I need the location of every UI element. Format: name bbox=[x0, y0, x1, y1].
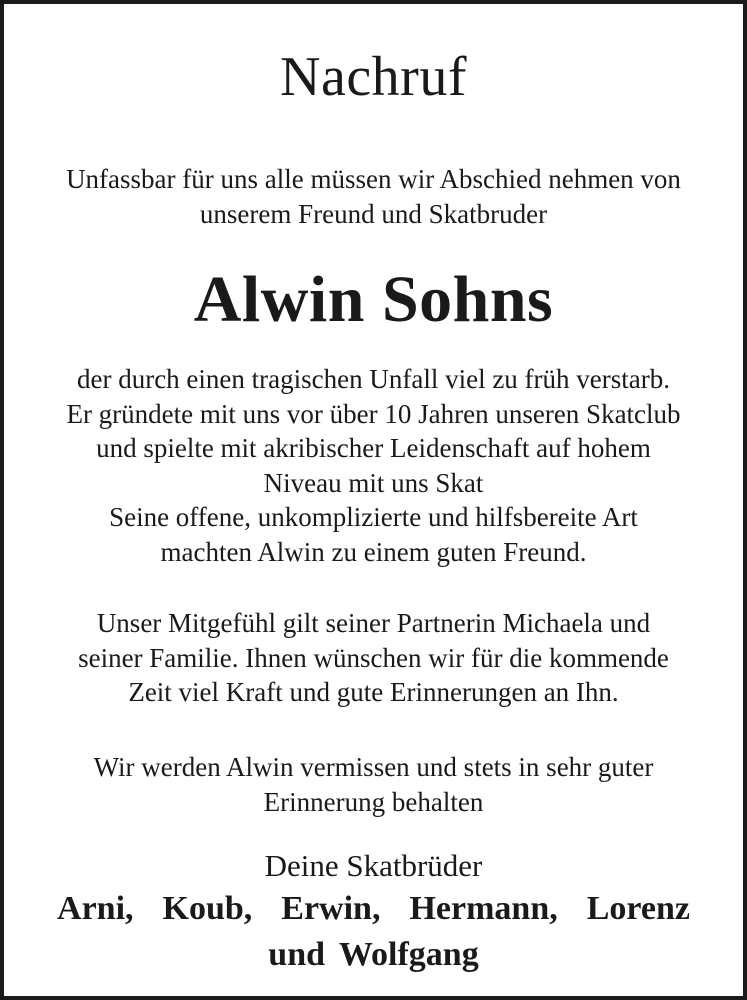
paragraph-line: Unser Mitgefühl gilt seiner Partnerin Michaela und bbox=[96, 608, 651, 638]
intro-line: Unfassbar für uns alle müssen wir Abschied nehmen von bbox=[66, 164, 681, 194]
deceased-name: Alwin Sohns bbox=[193, 263, 554, 336]
paragraph-line: und spielte mit akribischer Leidenschaft auf hohem bbox=[96, 433, 651, 463]
paragraph-line: Niveau mit uns Skat bbox=[263, 467, 484, 498]
paragraph-line: Er gründete mit uns vor über 10 Jahren unseren Skatclub bbox=[66, 398, 681, 429]
paragraph-line: machten Alwin zu einem guten Freund. bbox=[160, 536, 587, 567]
signatories bbox=[4, 886, 743, 978]
paragraph-line: Erinnerung behalten bbox=[263, 786, 484, 817]
paragraph-remembrance bbox=[14, 750, 733, 819]
signatory-line: Arni, Koub, Erwin, Hermann, Lorenz bbox=[57, 890, 690, 927]
intro-line: unserem Freund und Skatbruder bbox=[199, 198, 548, 229]
paragraph-line: Seine offene, unkomplizierte und hilfsbereite Art bbox=[109, 502, 638, 532]
closing-phrase: Deine Skatbrüder bbox=[264, 848, 483, 883]
paragraph-line: seiner Familie. Ihnen wünschen wir für die kommende bbox=[78, 642, 669, 673]
intro-text bbox=[14, 162, 733, 231]
paragraph-line: der durch einen tragischen Unfall viel zu früh verstarb. bbox=[76, 364, 670, 394]
paragraph-line: Wir werden Alwin vermissen und stets in sehr guter bbox=[93, 752, 654, 782]
notice-title: Nachruf bbox=[280, 46, 467, 108]
signatory-line: und Wolfgang bbox=[268, 936, 479, 973]
paragraph-condolence bbox=[14, 606, 733, 710]
paragraph-tribute bbox=[14, 362, 733, 569]
paragraph-line: Zeit viel Kraft und gute Erinnerungen an Ihn. bbox=[128, 677, 619, 707]
